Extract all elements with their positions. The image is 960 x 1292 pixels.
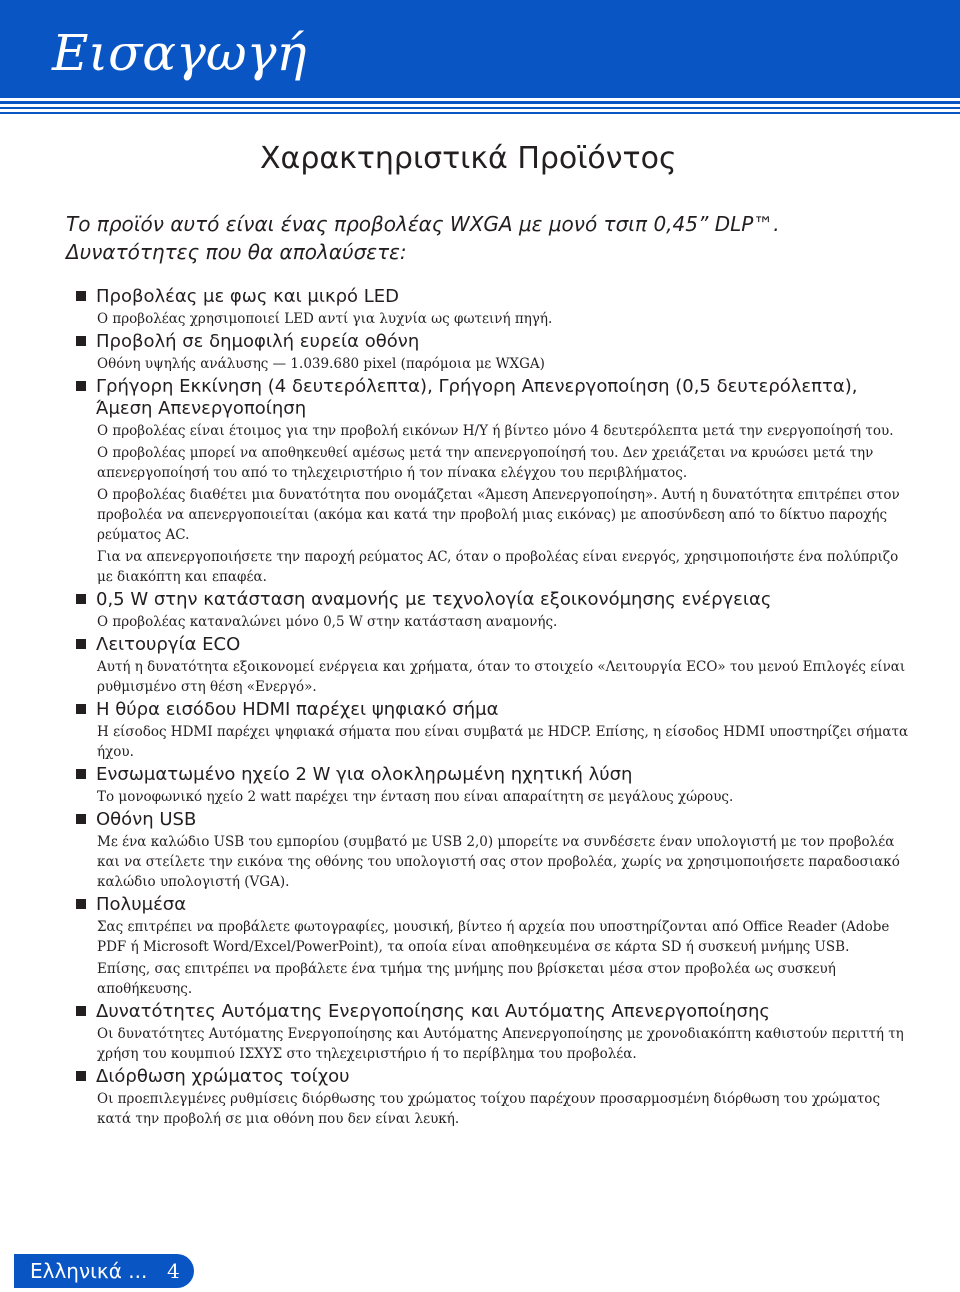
feature-item xyxy=(76,809,916,892)
feature-paragraph: Ο προβολέας καταναλώνει μόνο 0,5 W στην κατάσταση αναμονής. xyxy=(97,614,558,630)
bullet-icon xyxy=(76,769,86,779)
bullet-icon xyxy=(76,814,86,824)
feature-item xyxy=(76,699,916,762)
bullet-icon xyxy=(76,1071,86,1081)
feature-title: Πολυμέσα xyxy=(96,894,187,915)
chapter-title: Εισαγωγή xyxy=(52,24,307,82)
section-title: Χαρακτηριστικά Προϊόντος xyxy=(260,141,677,176)
feature-item xyxy=(76,634,916,697)
feature-item xyxy=(76,376,916,587)
feature-item xyxy=(76,1001,916,1064)
feature-paragraph: Με ένα καλώδιο USB του εμπορίου (συμβατό με USB 2,0) μπορείτε να συνδέσετε έναν υπολογιστή με τον προβολέα και να στείλετε την εικόνα της οθόνης του υπολογιστή σας στον προβολέα, χωρίς να χρησιμοποιήσετε παραδοσιακό καλώδιο υπολογιστή (VGA). xyxy=(97,834,900,890)
bullet-icon xyxy=(76,1006,86,1016)
bullet-icon xyxy=(76,704,86,714)
feature-title: Ενσωματωμένο ηχείο 2 W για ολοκληρωμένη ηχητική λύση xyxy=(96,764,633,785)
feature-paragraph: Το μονοφωνικό ηχείο 2 watt παρέχει την ένταση που είναι απαραίτητη σε μεγάλους χώρους. xyxy=(97,789,734,805)
feature-title: Η θύρα εισόδου HDMI παρέχει ψηφιακό σήμα xyxy=(96,699,499,720)
bullet-icon xyxy=(76,336,86,346)
feature-item xyxy=(76,764,916,807)
feature-title: Οθόνη USB xyxy=(96,809,197,830)
feature-paragraph: Ο προβολέας χρησιμοποιεί LED αντί για λυχνία ως φωτεινή πηγή. xyxy=(97,311,553,327)
feature-item xyxy=(76,331,916,374)
intro-text xyxy=(66,210,926,266)
feature-paragraph: Ο προβολέας είναι έτοιμος για την προβολή εικόνων Η/Υ ή βίντεο μόνο 4 δευτερόλεπτα μετά την ενεργοποίησή του. xyxy=(97,423,894,439)
bullet-icon xyxy=(76,291,86,301)
feature-title: Γρήγορη Εκκίνηση (4 δευτερόλεπτα), Γρήγορη Απενεργοποίηση (0,5 δευτερόλεπτα), Άμεση Απενεργοποίηση xyxy=(96,376,858,419)
feature-title: 0,5 W στην κατάσταση αναμονής με τεχνολογία εξοικονόμησης ενέργειας xyxy=(96,589,772,610)
feature-paragraph: Σας επιτρέπει να προβάλετε φωτογραφίες, μουσική, βίντεο ή αρχεία που υποστηρίζονται από Office Reader (Adobe PDF ή Microsoft Word/Excel/PowerPoint), τα οποία είναι αποθηκευμένα σε κάρτα SD ή συσκευή μνήμης USB. xyxy=(97,919,890,955)
feature-item xyxy=(76,894,916,999)
feature-item xyxy=(76,1066,916,1129)
feature-title: Διόρθωση χρώματος τοίχου xyxy=(96,1066,350,1087)
bullet-icon xyxy=(76,381,86,391)
feature-paragraph: Ο προβολέας μπορεί να αποθηκευθεί αμέσως μετά την απενεργοποίησή του. Δεν χρειάζεται να κρυώσει μετά την απενεργοποίησή του από το τηλεχειριστήριο ή τον πίνακα ελέγχου του περιβλήματος. xyxy=(97,445,874,481)
bullet-icon xyxy=(76,594,86,604)
feature-title: Προβολέας με φως και μικρό LED xyxy=(96,286,400,307)
feature-paragraph: Επίσης, σας επιτρέπει να προβάλετε ένα τμήμα της μνήμης που βρίσκεται μέσα στον προβολέα ως συσκευή αποθήκευσης. xyxy=(97,961,836,997)
footer-language: Ελληνικά ... xyxy=(30,1259,148,1283)
feature-title: Λειτουργία ECO xyxy=(96,634,241,655)
intro-line-1: Το προϊόν αυτό είναι ένας προβολέας WXGA με μονό τσιπ 0,45” DLP™. xyxy=(66,212,780,236)
feature-title: Δυνατότητες Αυτόματης Ενεργοποίησης και Αυτόματης Απενεργοποίησης xyxy=(96,1001,770,1022)
feature-item xyxy=(76,589,916,632)
feature-paragraph: Οι δυνατότητες Αυτόματης Ενεργοποίησης και Αυτόματης Απενεργοποίησης με χρονοδιακόπτη καθιστούν περιττή τη χρήση του κουμπιού ΙΣΧΥΣ στο τηλεχειριστήριο ή το περίβλημα του προβολέα. xyxy=(97,1026,904,1062)
feature-item xyxy=(76,286,916,329)
feature-paragraph: Οθόνη υψηλής ανάλυσης — 1.039.680 pixel (παρόμοια με WXGA) xyxy=(97,356,545,372)
feature-paragraph: Η είσοδος HDMI παρέχει ψηφιακά σήματα που είναι συμβατά με HDCP. Επίσης, η είσοδος HDMI υποστηρίζει σήματα ήχου. xyxy=(97,724,909,760)
feature-paragraph: Οι προεπιλεγμένες ρυθμίσεις διόρθωσης του χρώματος τοίχου παρέχουν προσαρμοσμένη διόρθωση του χρώματος κατά την προβολή σε μια οθόνη που δεν είναι λευκή. xyxy=(97,1091,880,1127)
feature-title: Προβολή σε δημοφιλή ευρεία οθόνη xyxy=(96,331,420,352)
feature-paragraph: Αυτή η δυνατότητα εξοικονομεί ενέργεια και χρήματα, όταν το στοιχείο «Λειτουργία ECO» του μενού Επιλογές είναι ρυθμισμένο στη θέση «Ενεργό». xyxy=(97,659,906,695)
intro-line-2: Δυνατότητες που θα απολαύσετε: xyxy=(66,240,407,264)
feature-list xyxy=(76,286,916,1131)
bullet-icon xyxy=(76,639,86,649)
page-number: 4 xyxy=(167,1259,180,1283)
bullet-icon xyxy=(76,899,86,909)
feature-paragraph: Για να απενεργοποιήσετε την παροχή ρεύματος AC, όταν ο προβολέας είναι ενεργός, χρησιμοποιήστε ένα πολύπριζο με διακόπτη και επαφέα. xyxy=(97,549,899,585)
feature-paragraph: Ο προβολέας διαθέτει μια δυνατότητα που ονομάζεται «Άμεση Απενεργοποίηση». Αυτή η δυνατότητα επιτρέπει στον προβολέα να απενεργοποιείται (ακόμα και κατά την προβολή μιας εικόνας) με αποσύνδεση από το δίκτυο παροχής ρεύματος AC. xyxy=(97,487,900,543)
